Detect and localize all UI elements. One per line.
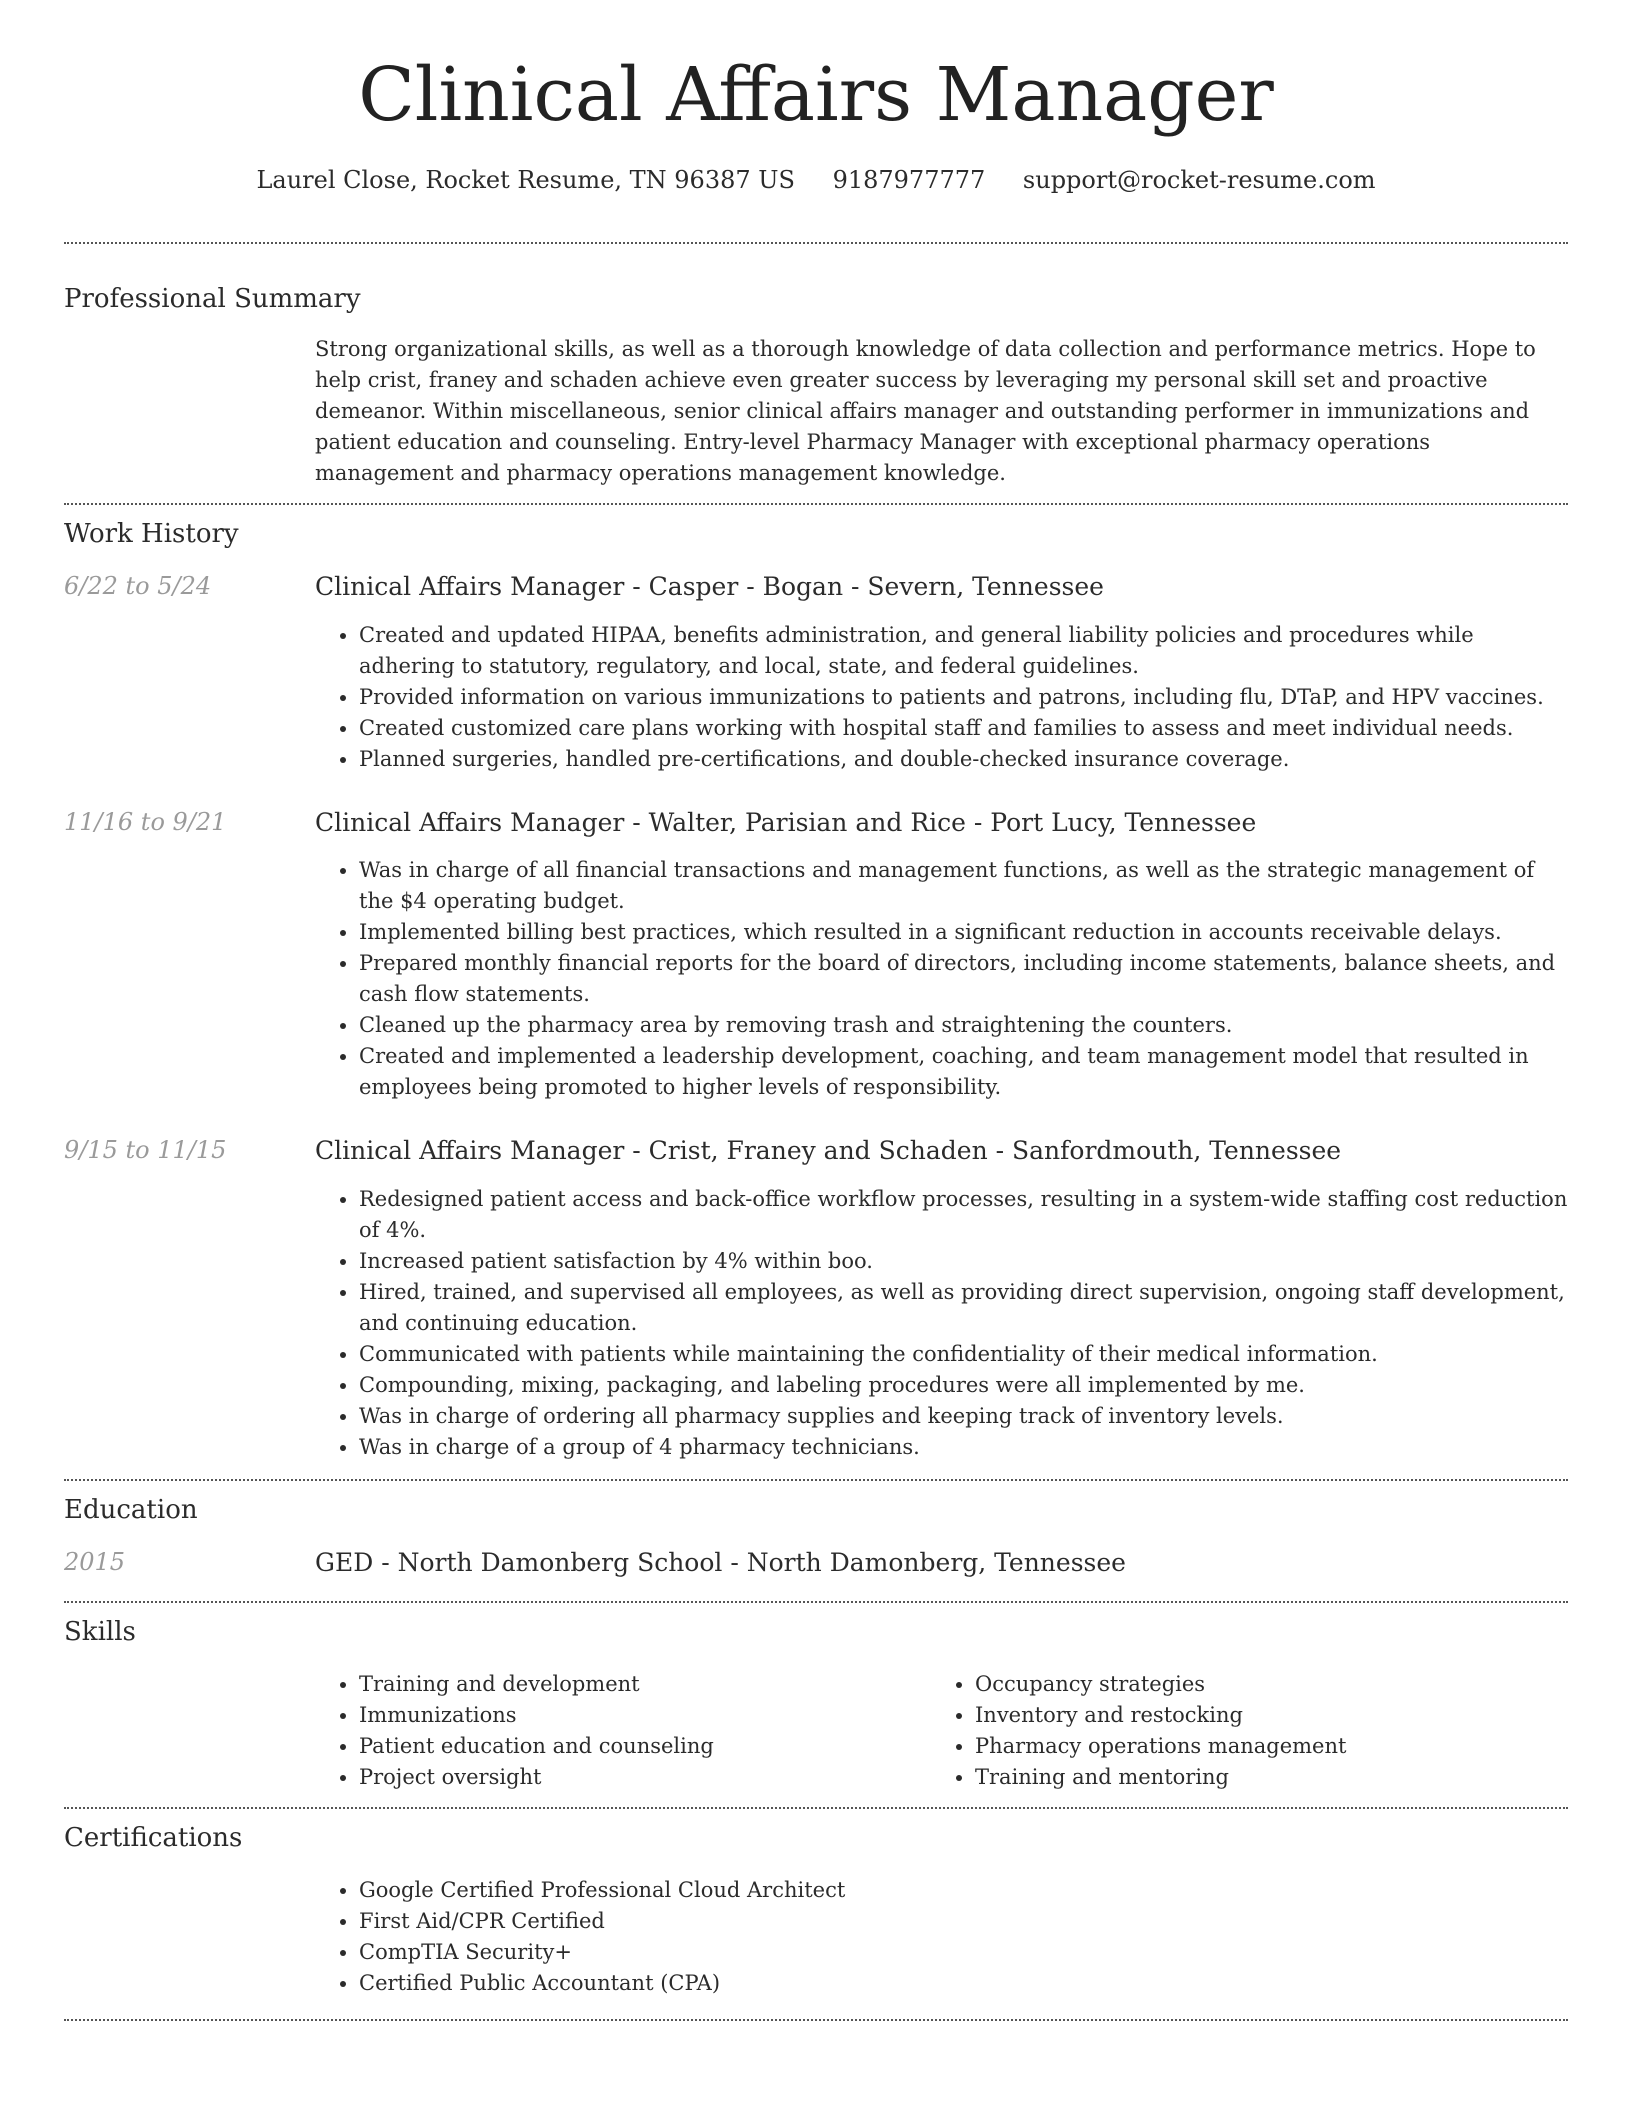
contact-email: support@rocket-resume.com xyxy=(1022,166,1376,194)
list-item: • Cleaned up the pharmacy area by removing trash and straightening the counters. xyxy=(359,1010,1568,1041)
list-item: • Was in charge of ordering all pharmacy supplies and keeping track of inventory levels. xyxy=(359,1401,1568,1432)
list-item: • Inventory and restocking xyxy=(975,1700,1575,1731)
list-item: • Implemented billing best practices, which resulted in a significant reduction in accounts receivable delays. xyxy=(359,917,1568,948)
skills-list-left xyxy=(315,1669,931,1793)
section-divider xyxy=(64,1807,1568,1809)
resume-name: Clinical Affairs Manager xyxy=(358,52,1274,138)
job-bullets xyxy=(315,1184,1568,1463)
list-item: • Communicated with patients while maintaining the confidentiality of their medical information. xyxy=(359,1339,1568,1370)
resume-page xyxy=(64,0,1568,2021)
job-entry xyxy=(64,807,1568,1104)
list-item: • Immunizations xyxy=(359,1700,931,1731)
section-divider xyxy=(64,2019,1568,2021)
job-content xyxy=(315,807,1568,1104)
list-item: • Increased patient satisfaction by 4% within boo. xyxy=(359,1246,1568,1277)
job-entry xyxy=(64,571,1568,775)
job-entry xyxy=(64,1135,1568,1463)
skills-list-right xyxy=(931,1669,1575,1793)
job-content xyxy=(315,571,1568,775)
contact-phone: 9187977777 xyxy=(832,166,986,194)
contact-address: Laurel Close, Rocket Resume, TN 96387 US xyxy=(256,166,795,194)
summary-heading: Professional Summary xyxy=(64,284,361,314)
list-item: • Created and updated HIPAA, benefits administration, and general liability policies and procedures while adhering to statutory, regulatory, and local, state, and federal guidelines. xyxy=(359,620,1568,682)
job-dates: 11/16 to 9/21 xyxy=(64,807,227,836)
list-item: • Was in charge of all financial transactions and management functions, as well as the strategic management of the $4 operating budget. xyxy=(359,855,1568,917)
list-item: • Certified Public Accountant (CPA) xyxy=(359,1968,1568,1999)
list-item: • Patient education and counseling xyxy=(359,1731,931,1762)
list-item: • Created and implemented a leadership development, coaching, and team management model that resulted in employees being promoted to higher levels of responsibility. xyxy=(359,1041,1568,1103)
section-divider xyxy=(64,503,1568,505)
education-entry xyxy=(64,1547,1568,1580)
list-item: • Provided information on various immunizations to patients and patrons, including flu, DTaP, and HPV vaccines. xyxy=(359,682,1568,713)
education-heading-text: GED - North Damonberg School - North Damonberg, Tennessee xyxy=(315,1547,1126,1577)
job-bullets xyxy=(315,855,1568,1103)
certifications-list xyxy=(315,1875,1568,1999)
list-item: • Compounding, mixing, packaging, and labeling procedures were all implemented by me. xyxy=(359,1370,1568,1401)
work-history-heading: Work History xyxy=(64,519,239,549)
section-divider xyxy=(64,1601,1568,1603)
list-item: • Project oversight xyxy=(359,1762,931,1793)
list-item: • Occupancy strategies xyxy=(975,1669,1575,1700)
list-item: • Created customized care plans working with hospital staff and families to assess and meet individual needs. xyxy=(359,713,1568,744)
skills-heading: Skills xyxy=(64,1617,136,1647)
section-divider xyxy=(64,242,1568,244)
list-item: • Prepared monthly financial reports for the board of directors, including income statements, balance sheets, and cash flow statements. xyxy=(359,948,1568,1010)
summary-text: Strong organizational skills, as well as a thorough knowledge of data collection and performance metrics. Hope to help crist, franey and schaden achieve even greater success by leveraging my personal skill set and proactive demeanor. Within miscellaneous, senior clinical affairs manager and outstanding performer in immunizations and patient education and counseling. Entry-level Pharmacy Manager with exceptional pharmacy operations management and pharmacy operations management knowledge. xyxy=(315,337,1536,485)
section-divider xyxy=(64,1479,1568,1481)
education-content xyxy=(315,1547,1568,1580)
contact-line xyxy=(64,168,1568,192)
job-dates: 9/15 to 11/15 xyxy=(64,1136,227,1164)
job-heading: Clinical Affairs Manager - Walter, Parisian and Rice - Port Lucy, Tennessee xyxy=(315,807,1257,837)
list-item: • First Aid/CPR Certified xyxy=(359,1906,1568,1937)
list-item: • Hired, trained, and supervised all employees, as well as providing direct supervision, ongoing staff development, and continuing education. xyxy=(359,1277,1568,1339)
certifications-content xyxy=(315,1875,1568,1999)
list-item: • Planned surgeries, handled pre-certifications, and double-checked insurance coverage. xyxy=(359,744,1568,775)
list-item: • Was in charge of a group of 4 pharmacy technicians. xyxy=(359,1432,1568,1463)
education-year: 2015 xyxy=(64,1547,126,1576)
job-dates: 6/22 to 5/24 xyxy=(64,572,212,600)
summary-row xyxy=(64,334,1568,489)
list-item: • Pharmacy operations management xyxy=(975,1731,1575,1762)
list-item: • Training and development xyxy=(359,1669,931,1700)
list-item: • Training and mentoring xyxy=(975,1762,1575,1793)
education-heading: Education xyxy=(64,1494,198,1525)
list-item: • CompTIA Security+ xyxy=(359,1937,1568,1968)
certifications-row xyxy=(64,1875,1568,1999)
job-bullets xyxy=(315,620,1568,775)
list-item: • Google Certified Professional Cloud Architect xyxy=(359,1875,1568,1906)
skills-columns xyxy=(315,1669,1575,1793)
list-item: • Redesigned patient access and back-office workflow processes, resulting in a system-wide staffing cost reduction of 4%. xyxy=(359,1184,1568,1246)
skills-row xyxy=(64,1669,1568,1793)
job-content xyxy=(315,1135,1568,1463)
certifications-heading: Certifications xyxy=(64,1823,243,1853)
job-heading: Clinical Affairs Manager - Casper - Bogan - Severn, Tennessee xyxy=(315,572,1104,601)
job-heading: Clinical Affairs Manager - Crist, Franey and Schaden - Sanfordmouth, Tennessee xyxy=(315,1136,1342,1165)
